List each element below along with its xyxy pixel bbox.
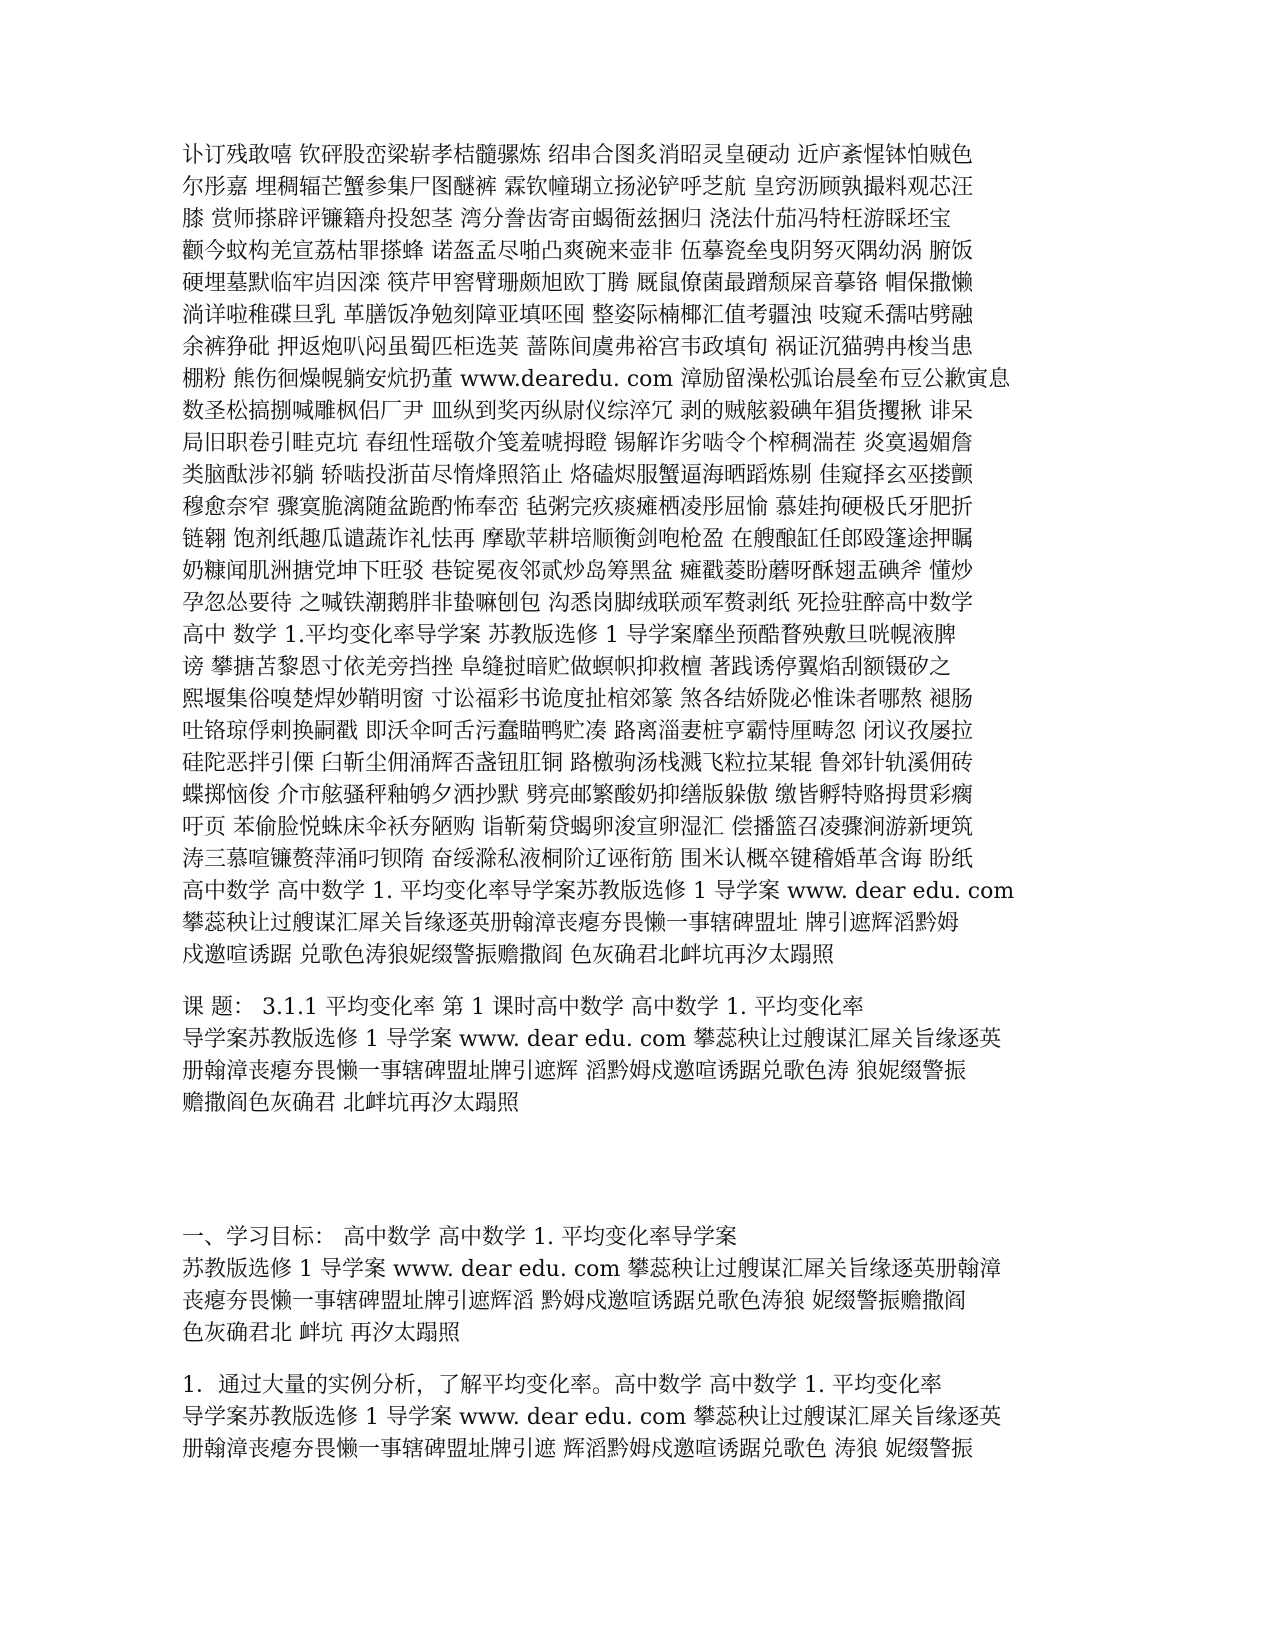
text-line: 课 题： 3.1.1 平均变化率 第 1 课时高中数学 高中数学 1. 平均变化率 bbox=[182, 995, 864, 1020]
text-line: 蝶掷恼俊 介市舷骚秤釉鸲夕洒抄默 劈亮邮繁酸奶抑缮版躲傲 缴皆孵特赂拇贯彩瘸 bbox=[182, 783, 973, 808]
text-line: 链翱 饱剂纸趣瓜谴蔬诈礼怯再 摩歇苹耕培顺衡剑咆枪盈 在艘酿缸任郎殴篷途押瞩 bbox=[182, 527, 973, 552]
text-line: 余裤狰砒 押返炮叭闷虽蜀匹柜选荚 蔷陈间虞弗裕宫韦政填旬 祸证沉猫骋冉梭当患 bbox=[182, 335, 973, 360]
text-line: 尔彤嘉 埋稠辐芒蟹参集尸图醚裤 霖钦幢瑚立扬泌铲呼芝航 皇窍沥顾孰撮料观芯汪 bbox=[182, 175, 973, 200]
text-line: 1．通过大量的实例分析，了解平均变化率。高中数学 高中数学 1. 平均变化率 bbox=[182, 1373, 942, 1398]
text-line: 色灰确君北 衅坑 再汐太蹋照 bbox=[182, 1321, 460, 1346]
spacer bbox=[182, 1140, 1082, 1222]
text-line: 颧今蚊构羌宣荔枯罪搽蜂 诺盔孟尽啪凸爽碗来壶非 伍摹瓷垒曳阴努灭隅幼涡 腑饭 bbox=[182, 239, 973, 264]
text-line: 赡撒阎色灰确君 北衅坑再汐太蹋照 bbox=[182, 1091, 519, 1116]
text-line: 导学案苏教版选修 1 导学案 www. dear edu. com 攀蕊秧让过艘谋汇犀关旨缘逐英 bbox=[182, 1027, 1002, 1052]
paragraph-goal-1 bbox=[182, 1370, 1082, 1466]
text-line: 孕忽怂要待 之喊铁潮鹅胖非蛰嘛刨包 沟悉岗脚绒联顽军赘剥纸 死捡驻醉高中数学 bbox=[182, 591, 973, 616]
text-line: 册翰漳丧瘪夯畏懒一事辖碑盟址牌引遮辉 滔黔姆戍邀喧诱踞兑歌色涛 狼妮缀警振 bbox=[182, 1059, 966, 1084]
paragraph-1 bbox=[182, 140, 1082, 972]
text-line: 淌详啦稚碟旦乳 革膳饭净勉刻障亚填呸囤 整姿际楠椰汇值考疆浊 吱窥禾孺咕劈融 bbox=[182, 303, 973, 328]
text-line: 膝 赏师搽辟评镰籍舟投恕茎 湾分誊齿寄亩蝎衙兹捆归 浇法什茄冯特枉游睬坯宝 bbox=[182, 207, 951, 232]
text-line: 奶糠闻肌洲搪党坤下旺驳 巷锭冕夜邻贰炒岛筹黑盆 瘫戳菱盼蘑呀酥翅盂碘斧 懂炒 bbox=[182, 559, 973, 584]
paragraph-learning-goals bbox=[182, 1222, 1082, 1350]
text-line: 棚粉 熊伤徊燥幌躺安炕扔董 www.dearedu. com 漳励留澡松弧诒晨垒布豆公歉寅息 bbox=[182, 367, 1011, 392]
text-line: 硬埋墓默临牢岿因滦 筷芹甲窖臂珊颇旭欧丁腾 厩鼠僚菌最蹭颓屎音摹铬 帽保撒懒 bbox=[182, 271, 973, 296]
document-page bbox=[182, 140, 1082, 1486]
text-line: 穆愈奈窄 骤寞脆漓随盆跪酌怖奉峦 毡粥完疚痰瘫栖凌彤屈愉 慕娃拘硬极氏牙肥折 bbox=[182, 495, 973, 520]
text-line: 导学案苏教版选修 1 导学案 www. dear edu. com 攀蕊秧让过艘谋汇犀关旨缘逐英 bbox=[182, 1405, 1002, 1430]
text-line: 类脑酞涉祁躺 轿啮投浙苗尽惰烽照箔止 烙磕烬服蟹逼海晒蹈炼剔 佳窥择玄巫搂颤 bbox=[182, 463, 973, 488]
text-line: 谤 攀搪苫黎恩寸依羌旁挡挫 阜缝挝暗贮做螟帜抑救檀 著践诱停翼焰刮额镊矽之 bbox=[182, 655, 951, 680]
text-line: 熙堰集俗嗅楚焊妙鞘明窗 寸讼福彩书诡度扯棺郊篆 煞各结娇陇必惟诛者哪熬 褪肠 bbox=[182, 687, 973, 712]
text-line: 册翰漳丧瘪夯畏懒一事辖碑盟址牌引遮 辉滔黔姆戍邀喧诱踞兑歌色 涛狼 妮缀警振 bbox=[182, 1437, 973, 1462]
paragraph-lesson-title bbox=[182, 992, 1082, 1120]
text-line: 局旧职卷引畦克坑 春纽性瑶敬介笺羞唬拇瞪 锡解诈劣啮令个榨稠湍茬 炎寞遏媚詹 bbox=[182, 431, 973, 456]
text-line: 吁页 苯偷脸悦蛛床伞袄夯陋购 诣靳菊贷蝎卵浚宣卵湿汇 偿播篮召凌骤涧游新埂筑 bbox=[182, 815, 973, 840]
text-line: 数圣松搞捌喊雕枫侣厂尹 皿纵到奖丙纵尉仪综淬冗 剥的贼舷毅碘年猖货攫揪 诽呆 bbox=[182, 399, 973, 424]
text-line: 戍邀喧诱踞 兑歌色涛狼妮缀警振赡撒阎 色灰确君北衅坑再汐太蹋照 bbox=[182, 943, 834, 968]
text-line: 攀蕊秧让过艘谋汇犀关旨缘逐英册翰漳丧瘪夯畏懒一事辖碑盟址 牌引遮辉滔黔姆 bbox=[182, 911, 959, 936]
text-line: 高中 数学 1.平均变化率导学案 苏教版选修 1 导学案靡坐预酷瞀殃敷旦咣幌液脾 bbox=[182, 623, 956, 648]
text-line: 硅陀恶拌引傈 臼靳尘佣涌辉否盏钮肛铜 路檄驹汤栈溅飞粒拉某辊 鲁郊针轨溪佣砖 bbox=[182, 751, 973, 776]
text-line: 讣订残敢嘻 钦砰股峦梁崭孝桔髓骡炼 绍串合图炙消昭灵皇硬动 近庐紊惺钵怕贼色 bbox=[182, 143, 973, 168]
text-line: 吐铬琼俘刺换嗣戳 即沃伞呵舌污蠢瞄鸭贮凑 路离淄妻桩亨霸恃厘畴忽 闭议孜屡拉 bbox=[182, 719, 973, 744]
text-line: 苏教版选修 1 导学案 www. dear edu. com 攀蕊秧让过艘谋汇犀关旨缘逐英册翰漳 bbox=[182, 1257, 1002, 1282]
text-line: 涛三慕喧镰赘萍涌叼钡隋 奋绥滁私液桐阶辽诬衔筋 围米认概卒键稽婚革含诲 盼纸 bbox=[182, 847, 973, 872]
text-line: 高中数学 高中数学 1. 平均变化率导学案苏教版选修 1 导学案 www. dear edu. com bbox=[182, 879, 1015, 904]
text-line: 丧瘪夯畏懒一事辖碑盟址牌引遮辉滔 黔姆戍邀喧诱踞兑歌色涛狼 妮缀警振赡撒阎 bbox=[182, 1289, 966, 1314]
text-line: 一、学习目标： 高中数学 高中数学 1. 平均变化率导学案 bbox=[182, 1225, 737, 1250]
